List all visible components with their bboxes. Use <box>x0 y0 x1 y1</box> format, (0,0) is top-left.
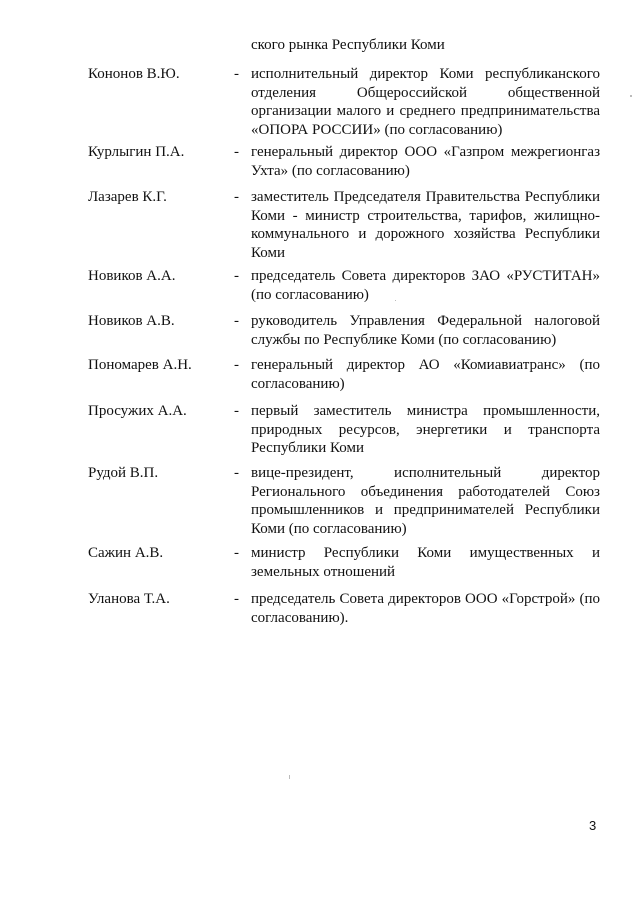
member-name: Новиков А.А. <box>88 268 176 284</box>
scan-speck <box>630 95 632 97</box>
member-description: председатель Совета директоров ООО «Горстрой» (по согласованию). <box>251 591 600 626</box>
dash-separator: - <box>234 189 239 205</box>
dash-separator: - <box>234 144 239 160</box>
dash-separator: - <box>234 268 239 284</box>
page-number: 3 <box>589 818 597 833</box>
member-name: Кононов В.Ю. <box>88 66 180 82</box>
member-description: исполнительный директор Коми республиканского отделения Общероссийской общественной организации малого и среднего предпринимательства «ОПОРА РОССИИ» (по согласованию) <box>251 66 600 138</box>
scan-speck <box>395 300 396 301</box>
member-name: Новиков А.В. <box>88 313 175 329</box>
dash-separator: - <box>234 465 239 481</box>
dash-separator: - <box>234 545 239 561</box>
dash-separator: - <box>234 403 239 419</box>
member-name: Курлыгин П.А. <box>88 144 185 160</box>
dash-separator: - <box>234 591 239 607</box>
dash-separator: - <box>234 66 239 82</box>
member-description: первый заместитель министра промышленности, природных ресурсов, энергетики и транспорта Республики Коми <box>251 403 600 456</box>
member-description: председатель Совета директоров ЗАО «РУСТИТАН» (по согласованию) <box>251 268 600 303</box>
member-description: заместитель Председателя Правительства Республики Коми - министр строительства, тарифов, жилищно-коммунального и дорожного хозяйства Республики Коми <box>251 189 600 261</box>
member-name: Просужих А.А. <box>88 403 187 419</box>
member-name: Лазарев К.Г. <box>88 189 167 205</box>
dash-separator: - <box>234 357 239 373</box>
continuation-line: ского рынка Республики Коми <box>251 37 445 53</box>
member-description: министр Республики Коми имущественных и земельных отношений <box>251 545 600 580</box>
member-description: руководитель Управления Федеральной налоговой службы по Республике Коми (по согласованию) <box>251 313 600 348</box>
member-name: Пономарев А.Н. <box>88 357 192 373</box>
member-description: вице-президент, исполнительный директор Регионального объединения работодателей Союз промышленников и предпринимателей Республики Коми (по согласованию) <box>251 465 600 537</box>
scan-speck <box>289 775 290 779</box>
member-description: генеральный директор АО «Комиавиатранс» (по согласованию) <box>251 357 600 392</box>
dash-separator: - <box>234 313 239 329</box>
member-name: Уланова Т.А. <box>88 591 170 607</box>
member-name: Сажин А.В. <box>88 545 164 561</box>
member-description: генеральный директор ООО «Газпром межрегионгаз Ухта» (по согласованию) <box>251 144 600 179</box>
member-name: Рудой В.П. <box>88 465 159 481</box>
